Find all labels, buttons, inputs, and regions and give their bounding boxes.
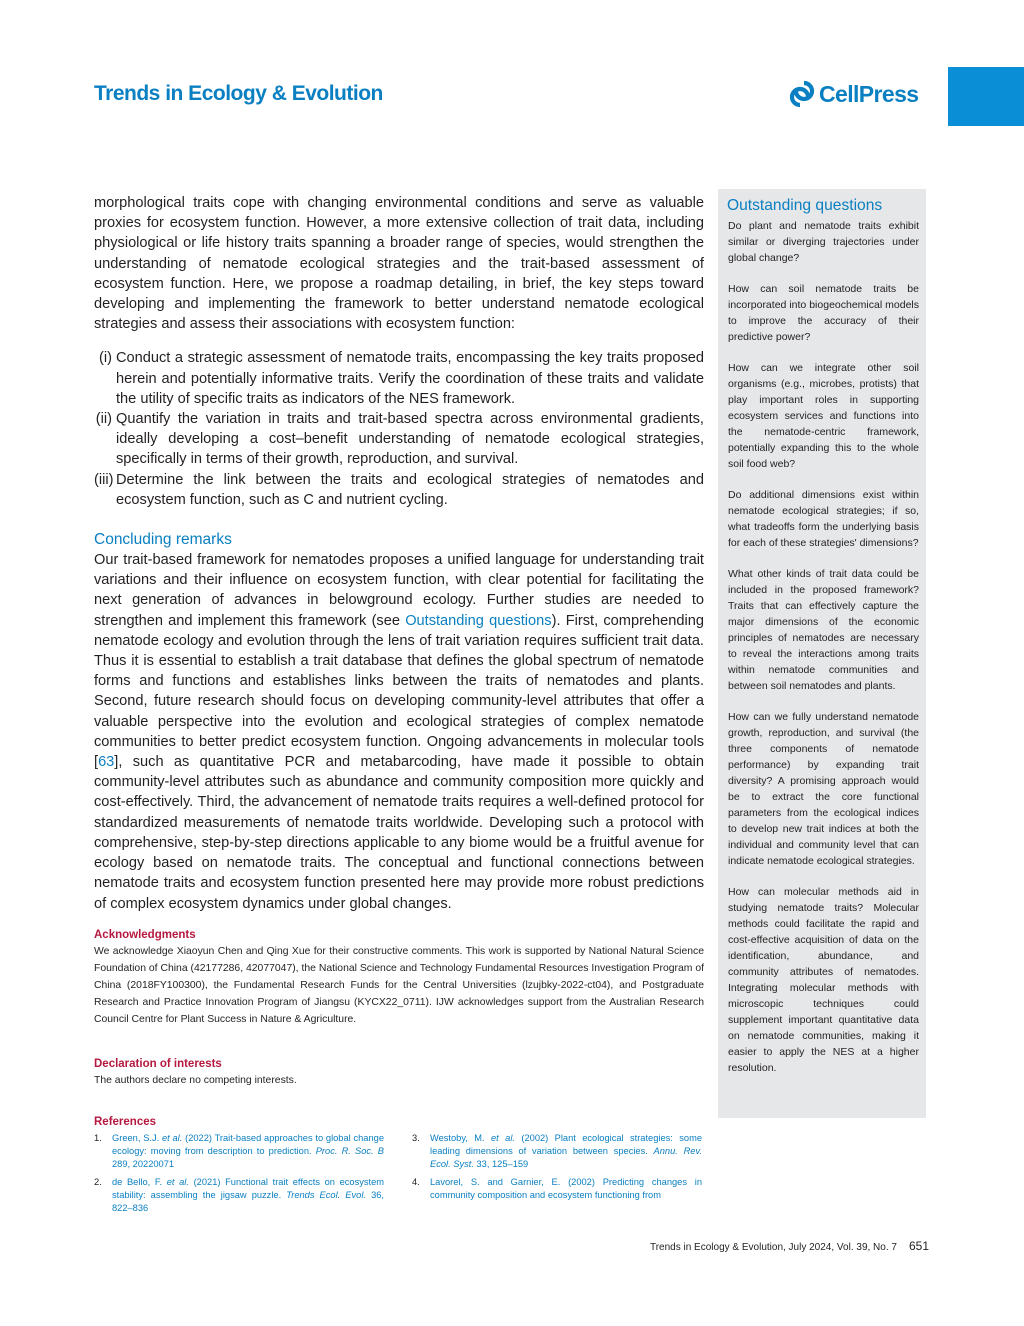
question-item: How can we integrate other soil organisms (e.g., microbes, protists) that play important roles in supporting ecosystem services and functions into the nematode-centric framework, potentially expanding this to the whole soil food web? — [728, 362, 919, 470]
acknowledgments-section — [94, 927, 704, 1028]
footer-citation: Trends in Ecology & Evolution, July 2024, Vol. 39, No. 7 — [649, 1242, 897, 1253]
concluding-text: ], such as quantitative PCR and metabarcoding, have made it possible to obtain community-level attributes such as abundance and community composition more quickly and cost-effectively. Third, the advancement of nematode traits requires a well-defined protocol for standardized measurements of nematode traits worldwide. Developing such a protocol with comprehensive, step-by-step directions applicable to any biome would be a fruitful avenue for ecology based on nematode traits. The conceptual and functional connections between nematode traits and ecosystem function presented here may provide more robust predictions of complex ecosystem dynamics under global changes. — [94, 754, 704, 912]
reference-number: 2. — [94, 1176, 102, 1187]
reference-authors: Lavorel, S. and Garnier, E. (2002) Predicting changes in community composition and ecosystem functioning from — [430, 1176, 702, 1200]
reference-journal: Proc. R. Soc. B — [315, 1146, 384, 1157]
reference-etal: et al. — [491, 1133, 515, 1143]
reference-number: 4. — [412, 1176, 420, 1187]
outstanding-questions-list — [718, 216, 926, 1076]
publisher-name: CellPress — [819, 80, 919, 107]
reference-authors: Westoby, M. — [430, 1133, 492, 1143]
reference-authors: de Bello, F. — [112, 1176, 167, 1187]
reference-item[interactable] — [412, 1132, 702, 1172]
reference-volume: 36, 822–836 — [112, 1189, 384, 1214]
reference-authors: Green, S.J. — [112, 1133, 162, 1143]
references-column-left — [94, 1132, 384, 1219]
outstanding-questions-box — [718, 189, 926, 1118]
reference-item[interactable] — [94, 1132, 384, 1172]
declaration-section — [94, 1056, 704, 1089]
outstanding-questions-link[interactable]: Outstanding questions — [405, 612, 552, 629]
question-item: How can molecular methods aid in studying nematode traits? Molecular methods could facilitate the rapid and cost-effective acquisition of data on the identification, abundance, and community attributes of nematodes. Integrating molecular methods with microscopic techniques could supplement important quantitative data on nematode communities, making it easier to apply the NES at a higher resolution. — [728, 886, 919, 1074]
roadmap-steps — [94, 348, 704, 510]
reference-number: 1. — [94, 1133, 102, 1143]
reference-etal: et al. — [166, 1176, 189, 1187]
question-item: Do additional dimensions exist within nematode ecological strategies; if so, what tradeoffs form the underlying basis for each of these strategies' dimensions? — [728, 489, 919, 549]
acknowledgments-heading: Acknowledgments — [94, 929, 196, 941]
references-column-right — [412, 1132, 702, 1219]
reference-number: 3. — [412, 1133, 420, 1143]
question-item: How can soil nematode traits be incorporated into biogeochemical models to improve the accuracy of their predictive power? — [728, 283, 919, 343]
concluding-heading: Concluding remarks — [94, 531, 232, 549]
cellpress-logo-icon — [787, 80, 817, 108]
outstanding-questions-title: Outstanding questions — [727, 197, 883, 214]
question-item: How can we fully understand nematode growth, reproduction, and survival (the three components of nematode performance) by expanding trait diversity? A promising approach would be to extract the core functional parameters from the ecological indices to develop new trait indices at both the individual and community level that can indicate nematode ecological strategies. — [728, 711, 919, 867]
step-number: (iii) — [94, 471, 114, 488]
declaration-text: The authors declare no competing interests. — [94, 1075, 297, 1086]
concluding-text: ). First, comprehending nematode ecology and evolution through the lens of trait variation requires sufficient trait data. Thus it is essential to establish a trait database that defines the global spectrum of nematode forms and functions and establishes links between the traits of nematodes and plants. Second, future research should focus on developing community-level attributes that offer a valuable perspective into the evolution and ecological strategies of complex nematode communities to better predict ecosystem function. Ongoing advancements in molecular tools [ — [94, 612, 704, 771]
reference-title: (2002) Plant ecological strategies: some leading dimensions of variation between species. — [430, 1133, 702, 1157]
acknowledgments-text: We acknowledge Xiaoyun Chen and Qing Xue for their constructive comments. This work is supported by National Natural Science Foundation of China (42177286, 42077047), the National Science and Technology Fundamental Resources Investigation Program of China (2018FY100300), the Fundamental Research Funds for the Central Universities (lzujbky-2022-ct04), and Postgraduate Research and Practice Innovation Program of Jiangsu (KYCX22_0711). IJW acknowledges support from the Australian Research Council Centre for Plant Success in Nature & Agriculture. — [94, 946, 704, 1026]
page-number: 651 — [908, 1239, 929, 1253]
reference-journal: Trends Ecol. Evol. — [286, 1189, 366, 1200]
declaration-heading: Declaration of interests — [94, 1058, 222, 1070]
list-item — [94, 470, 704, 510]
step-number: (ii) — [95, 411, 112, 428]
step-text: Quantify the variation in traits and trait-based spectra across environmental gradients, ideally developing a cost–benefit understanding of nematode ecological strategies, specifically in terms of their growth, reproduction, and survival. — [116, 411, 704, 468]
concluding-text: Our trait-based framework for nematodes proposes a unified language for understanding trait variations and their influence on ecosystem function, with clear potential for facilitating the next generation of advances in belowground ecology. Further studies are needed to strengthen and implement this framework (see — [94, 552, 704, 629]
references-heading: References — [94, 1116, 157, 1128]
reference-link[interactable]: 63 — [98, 754, 115, 771]
step-text: Determine the link between the traits and ecological strategies of nematodes and ecosystem function, such as C and nutrient cycling. — [116, 471, 704, 508]
reference-title: (2022) Trait-based approaches to global change ecology: moving from description to prediction. — [112, 1133, 384, 1157]
publisher-logo — [787, 80, 918, 108]
reference-volume: 33, 125–159 — [473, 1159, 529, 1170]
question-item: What other kinds of trait data could be included in the proposed framework? Traits that can effectively capture the major dimensions of the economic principles of nematodes are necessary to reveal the interactions among traits within nematode communities and between soil nematodes and plants. — [728, 568, 919, 692]
step-text: Conduct a strategic assessment of nematode traits, encompassing the key traits proposed herein and potentially informative traits. Verify the coordination of these traits and validate the utility of specific traits as indicators of the NES framework. — [116, 350, 704, 407]
concluding-paragraph — [94, 550, 704, 914]
journal-title: Trends in Ecology & Evolution — [94, 82, 383, 105]
intro-paragraph: morphological traits cope with changing environmental conditions and serve as valuable proxies for ecosystem function. However, a more extensive collection of trait data, including physiological or life history traits spanning a broader range of species, would strengthen the understanding of nematode ecological strategies and the trait-based assessment of ecosystem function. Here, we propose a roadmap detailing, in brief, the key steps toward developing and implementing the framework to better understand nematode ecological strategies and assess their associations with ecosystem function: — [94, 195, 704, 333]
reference-item[interactable] — [412, 1176, 702, 1202]
reference-item[interactable] — [94, 1176, 384, 1216]
corner-tab — [948, 67, 1024, 126]
reference-journal: Annu. Rev. Ecol. Syst. — [430, 1146, 702, 1170]
question-item: Do plant and nematode traits exhibit similar or diverging trajectories under global change? — [728, 220, 919, 264]
reference-etal: et al. — [161, 1133, 183, 1143]
list-item — [94, 348, 704, 409]
references-section — [94, 1114, 702, 1219]
reference-volume: 289, 20220071 — [112, 1159, 175, 1170]
page-footer — [650, 1239, 929, 1253]
step-number: (i) — [99, 350, 112, 367]
main-column — [94, 193, 704, 914]
reference-title: (2021) Functional trait effects on ecosystem stability: assembling the jigsaw puzzle. — [112, 1176, 385, 1200]
list-item — [94, 409, 704, 470]
